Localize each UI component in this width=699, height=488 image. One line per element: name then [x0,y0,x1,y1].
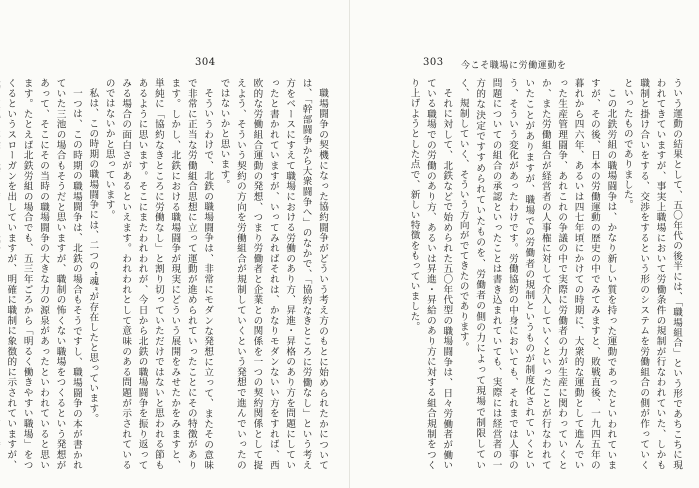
paragraph: それに対して、北鉄などで始められた五〇年代型の職場闘争は、日々労働者が働いている職場での労働のあり方、あるいは昇進・昇給のあり方に対する組合規制をつくり上げようとした点で、新しい特徴をもっていました。 [408,78,453,470]
page-number-left: 304 [195,57,216,68]
page-303-text [395,78,684,470]
page-gutter [349,0,350,488]
paragraph: 一つは、この時期の職場闘争は、北鉄の場合もそうですし、職場闘争の本が書かれていた三池の場合もそうだと思いますが、職制の怖くない職場をつくるという発想があって、そこにその当時の職場闘争の大きな力の源泉があったといわれていると思います。たとえば北鉄労組の場合でも、五三年ごろから「明るく働きやすい職場」をつくるというスローガンを出していますが、明確に職制に象徴的に示されていますが、 [5,78,82,470]
running-head: 今こそ職場に労働運動を [461,61,567,71]
paragraph: 私は、この時期の職場闘争には、二つの“魂”が存在したと思っています。 [87,87,99,424]
page-304-text [5,78,330,470]
paragraph: 職場闘争の契機になった協約闘争がどういう考え方のもとに始められたかについては、「幹部闘争から大衆闘争へ」のなかで、「協約なきところに労働なし」という考え方をベースにすえて職場における労働のあり方、昇進・昇格のあり方を問題にしていったと書かれていますが、いってみればそれは、かなりモダンないい方をすれば、西欧的な労働組合運動の発想、つまり労働者と企業との関係を一つの契約関係として捉えよう、そういう契約の方向を労働組合が規制していくという発想で進んでいったのではないかと思います。 [218,78,328,470]
paragraph: ういう運動の結果として、五〇年代の後半には、「職場組合」という形であちこちに現われてきていますが、事実上職場において労働条件の規制が行なわれていた、しかも職制と掛け合いをする、交渉をするという形のシステムを労働組合の側が作っていくといったものでありました。 [621,78,682,470]
page-number-right: 303 [423,57,444,68]
paragraph: そういうわけで、北鉄の職場闘争は、非常にモダンな発想に立って、またその意味で非常に正当な労働組合思想に立って運動が進められていったことにその特徴があります。しかし、北鉄における職場闘争が現実にどういう展開をみせたかをみますと、単純に「協約なきところに労働なし」と割り切っていただけではないと思われる節もあるように思います。そこにまたわれわれが、今日から北鉄の職場闘争を振り返ってみる場合の面白さがあるといえます。われわれとして意味のある問題が示されているのではないかと思っています。 [103,78,214,470]
paragraph: この北鉄労組の職場闘争は、かなり新しい質を持った運動であったといわれていますが、その後、日本の労働運動の歴史の中でみてみますと、敗戦直後、一九四五年の暮れから四六年、あるいは四七年頃にかけての時期に、大衆的な運動として進んでいった生産管理闘争、あれこれの争議の中で実際に労働者の力が生産に関わっていくとか、また労働組合が経営者の人事権に対して介入していくといったことが行なわれていたことがありますが、職場での労働者の規制というものが制度化されていくという、そういう変化があったわけです。労働協約の中身においても、それまでは人事の問題についての組合の承認といったことは書き込まれていても、実際には経営者の一方的な決定ですすめられていたものを、労働者の側の力によって現場で制限していく、規制していく、そういう方向がでてきたのであります。 [457,78,617,470]
